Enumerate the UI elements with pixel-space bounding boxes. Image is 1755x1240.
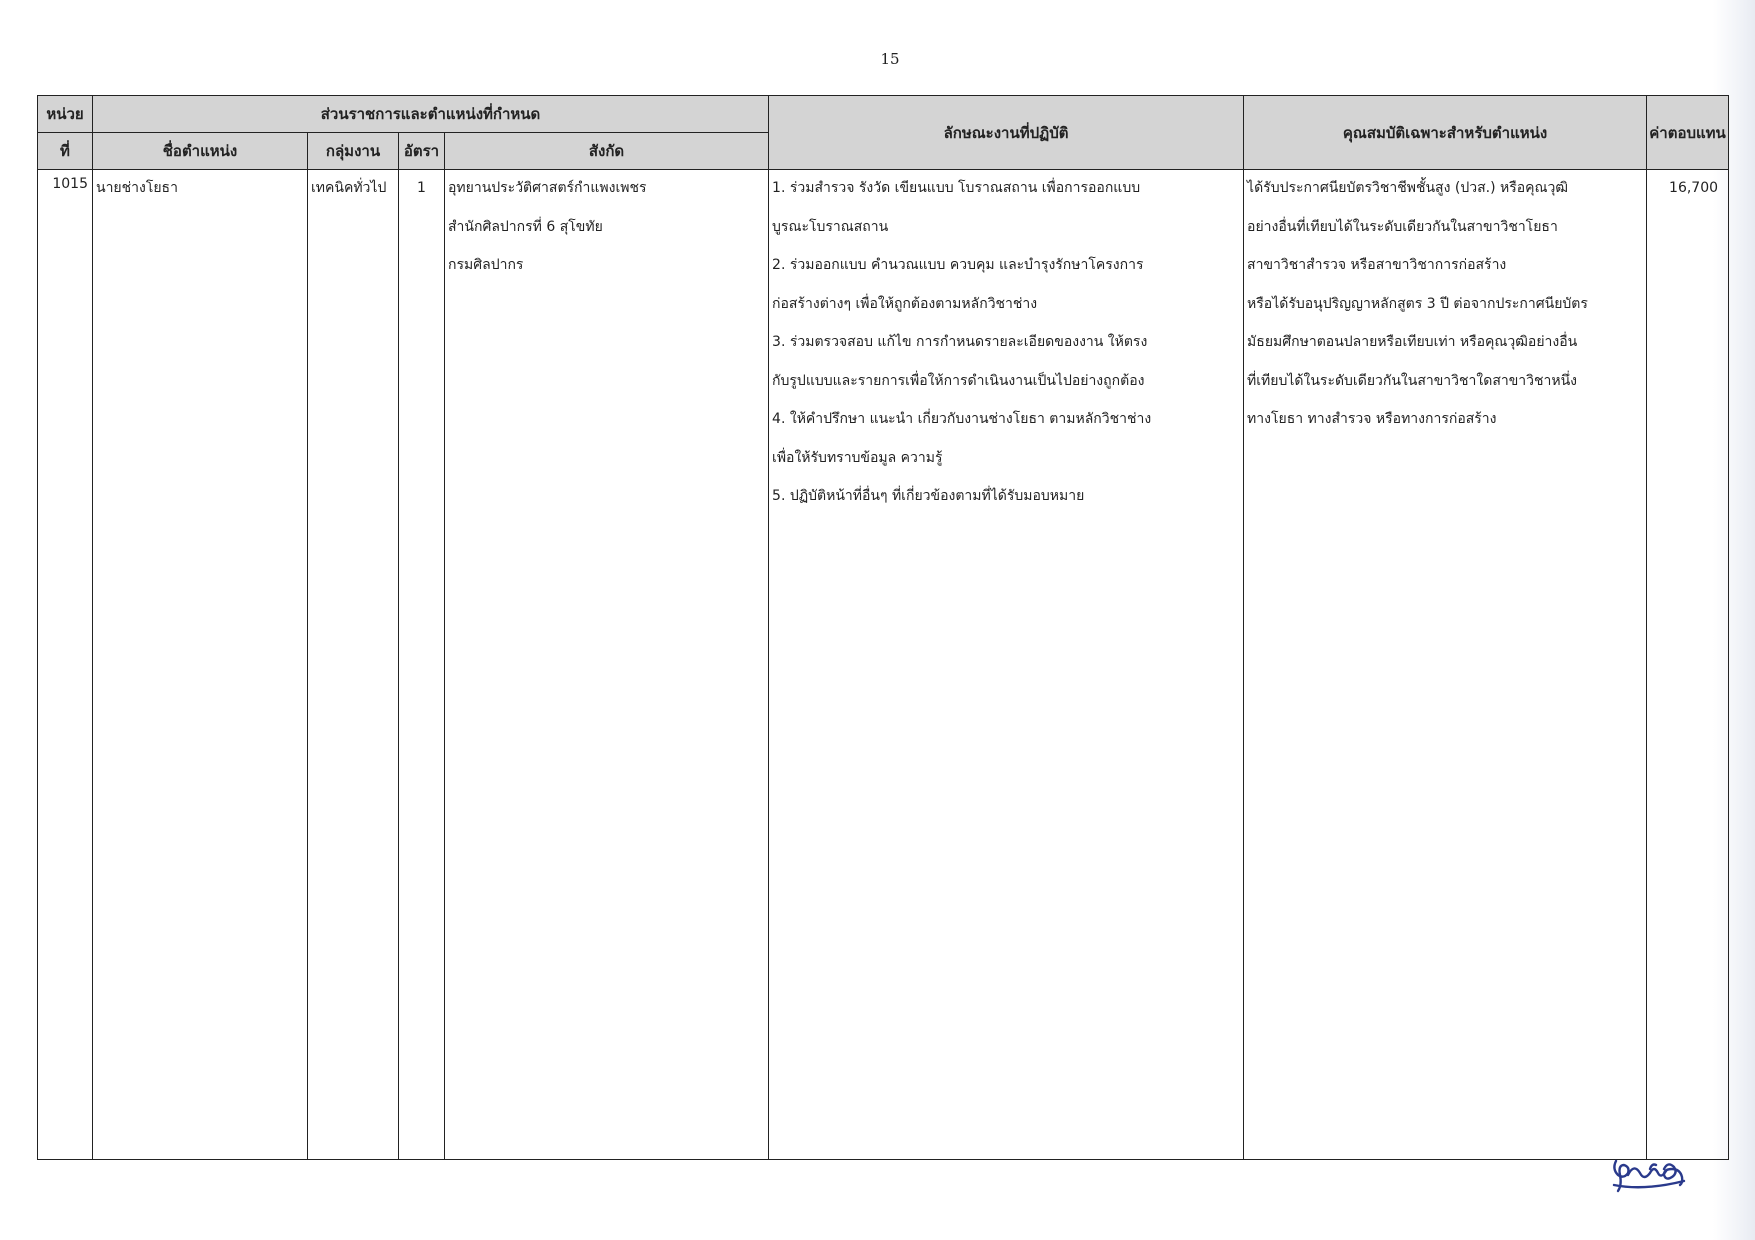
header-compensation: ค่าตอบแทน	[1647, 96, 1729, 170]
qualifications-line: หรือได้รับอนุปริญญาหลักสูตร 3 ปี ต่อจากประกาศนียบัตร	[1247, 295, 1588, 312]
qualifications-line: สาขาวิชาสำรวจ หรือสาขาวิชาการก่อสร้าง	[1247, 257, 1507, 273]
cell-rate	[399, 170, 445, 1160]
header-affiliation: สังกัด	[445, 133, 769, 170]
position-table	[37, 95, 1729, 1160]
affiliation-line: อุทยานประวัติศาสตร์กำแพงเพชร	[448, 180, 647, 196]
qualifications-line: มัธยมศึกษาตอนปลายหรือเทียบเท่า หรือคุณวุฒิอย่างอื่น	[1247, 334, 1578, 350]
header-qualifications: คุณสมบัติเฉพาะสำหรับตำแหน่ง	[1244, 96, 1647, 170]
header-unit-no-2: ที่	[38, 133, 93, 170]
duties-line: กับรูปแบบและรายการเพื่อให้การดำเนินงานเป็นไปอย่างถูกต้อง	[772, 372, 1145, 389]
duties-line: บูรณะโบราณสถาน	[772, 218, 889, 235]
qualifications-line: อย่างอื่นที่เทียบได้ในระดับเดียวกันในสาขาวิชาโยธา	[1247, 218, 1558, 235]
handwritten-signature	[1606, 1147, 1690, 1197]
header-agency-group: ส่วนราชการและตำแหน่งที่กำหนด	[93, 96, 769, 133]
cell-affiliation	[445, 170, 769, 1160]
affiliation-line: สำนักศิลปากรที่ 6 สุโขทัย	[448, 218, 603, 235]
cell-duties	[769, 170, 1244, 1160]
work-group-text: เทคนิคทั่วไป	[311, 180, 387, 196]
position-name-text: นายช่างโยธา	[96, 180, 178, 196]
header-unit-no: หน่วย	[38, 96, 93, 133]
table-row	[38, 170, 1729, 1160]
compensation-text: 16,700	[1669, 180, 1719, 196]
cell-compensation	[1647, 170, 1729, 1160]
duties-line: 5. ปฏิบัติหน้าที่อื่นๆ ที่เกี่ยวข้องตามที่ได้รับมอบหมาย	[772, 488, 1085, 504]
header-rate: อัตรา	[399, 133, 445, 170]
header-work-group: กลุ่มงาน	[308, 133, 399, 170]
duties-line: 1. ร่วมสำรวจ รังวัด เขียนแบบ โบราณสถาน เพื่อการออกแบบ	[772, 180, 1141, 196]
duties-line: ก่อสร้างต่างๆ เพื่อให้ถูกต้องตามหลักวิชาช่าง	[772, 295, 1038, 312]
duties-line: เพื่อให้รับทราบข้อมูล ความรู้	[772, 449, 943, 466]
cell-unit-no: 1015	[38, 170, 93, 1160]
cell-work-group	[308, 170, 399, 1160]
affiliation-line: กรมศิลปากร	[448, 257, 524, 273]
header-duties: ลักษณะงานที่ปฏิบัติ	[769, 96, 1244, 170]
qualifications-line: ได้รับประกาศนียบัตรวิชาชีพชั้นสูง (ปวส.) หรือคุณวุฒิ	[1247, 180, 1569, 196]
rate-text: 1	[417, 180, 426, 196]
qualifications-line: ทางโยธา ทางสำรวจ หรือทางการก่อสร้าง	[1247, 411, 1497, 427]
cell-position-name	[93, 170, 308, 1160]
qualifications-line: ที่เทียบได้ในระดับเดียวกันในสาขาวิชาใดสาขาวิชาหนึ่ง	[1247, 372, 1578, 389]
duties-line: 2. ร่วมออกแบบ คำนวณแบบ ควบคุม และบำรุงรักษาโครงการ	[772, 257, 1144, 273]
header-position-name: ชื่อตำแหน่ง	[93, 133, 308, 170]
page-number: 15	[880, 50, 900, 68]
duties-line: 4. ให้คำปรึกษา แนะนำ เกี่ยวกับงานช่างโยธา ตามหลักวิชาช่าง	[772, 411, 1152, 427]
cell-qualifications	[1244, 170, 1647, 1160]
duties-line: 3. ร่วมตรวจสอบ แก้ไข การกำหนดรายละเอียดของงาน ให้ตรง	[772, 334, 1148, 350]
